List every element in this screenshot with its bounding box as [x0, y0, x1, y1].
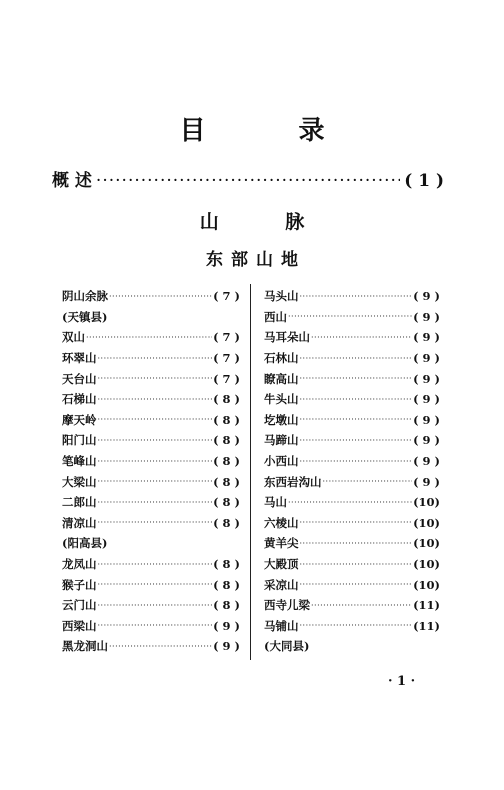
page-number: · 1 ·: [388, 674, 416, 689]
toc-entry-label: 西山: [264, 309, 287, 324]
toc-county-heading: [62, 533, 240, 554]
toc-entry-page: ( 7 ): [213, 371, 240, 386]
toc-entry[interactable]: [62, 574, 240, 595]
toc-entry-page: ( 8 ): [213, 392, 240, 407]
toc-entry[interactable]: [264, 430, 440, 451]
toc-entry-page: ( 9 ): [413, 392, 440, 407]
toc-entry-label: 环翠山: [62, 351, 97, 366]
toc-entry-page: ( 9 ): [413, 454, 440, 469]
toc-entry[interactable]: [264, 327, 440, 348]
toc-entry-label: 瞭高山: [264, 371, 299, 386]
toc-entry[interactable]: [264, 286, 440, 307]
toc-entry-label: 云门山: [62, 598, 97, 613]
toc-entry-page: ( 8 ): [213, 454, 240, 469]
toc-entry-page: (10): [413, 557, 440, 572]
toc-entry[interactable]: [264, 348, 440, 369]
toc-entry-page: ( 8 ): [213, 557, 240, 572]
page-title: 目 录: [179, 116, 367, 146]
toc-entry-label: 双山: [62, 330, 85, 345]
toc-entry-page: ( 9 ): [213, 639, 240, 654]
toc-entry[interactable]: [62, 348, 240, 369]
leader-dots: [96, 171, 400, 191]
toc-entry[interactable]: [264, 389, 440, 410]
leader-dots: [98, 477, 213, 486]
toc-entry[interactable]: [62, 389, 240, 410]
toc-county-heading: [264, 636, 440, 657]
toc-entry-page: ( 9 ): [213, 618, 240, 633]
toc-entry[interactable]: [62, 554, 240, 575]
leader-dots: [300, 560, 413, 569]
toc-entry-page: ( 8 ): [213, 433, 240, 448]
toc-entry[interactable]: [264, 554, 440, 575]
toc-entry-page: ( 9 ): [413, 309, 440, 324]
toc-entry-label: 猴子山: [62, 577, 97, 592]
toc-entry[interactable]: [62, 327, 240, 348]
toc-entry-label: 天台山: [62, 371, 97, 386]
toc-entry-label: (天镇县): [62, 309, 108, 324]
leader-dots: [323, 477, 413, 486]
toc-entry-page: ( 9 ): [413, 371, 440, 386]
leader-dots: [300, 415, 413, 424]
toc-entry[interactable]: [62, 286, 240, 307]
leader-dots: [288, 498, 412, 507]
toc-entry-label: 二郎山: [62, 495, 97, 510]
toc-entry[interactable]: [62, 513, 240, 534]
toc-entry-label: 西梁山: [62, 618, 97, 633]
leader-dots: [300, 292, 413, 301]
leader-dots: [300, 354, 413, 363]
toc-entry-label: 阴山余脉: [62, 289, 108, 304]
toc-county-heading: [62, 307, 240, 328]
column-divider: [250, 284, 251, 660]
section-heading: 山 脉: [199, 211, 335, 233]
toc-entry-page: ( 8 ): [213, 474, 240, 489]
toc-entry-label: 黄羊尖: [264, 536, 299, 551]
toc-right-column: [264, 286, 440, 657]
leader-dots: [311, 601, 412, 610]
leader-dots: [311, 333, 412, 342]
leader-dots: [86, 333, 212, 342]
leader-dots: [98, 580, 213, 589]
toc-entry[interactable]: [62, 430, 240, 451]
toc-entry-page: (11): [413, 598, 440, 613]
leader-dots: [300, 395, 413, 404]
toc-entry[interactable]: [62, 368, 240, 389]
leader-dots: [98, 457, 213, 466]
toc-entry-label: 摩天岭: [62, 412, 97, 427]
toc-entry-page: ( 8 ): [213, 577, 240, 592]
leader-dots: [300, 436, 413, 445]
toc-entry-label: 笔峰山: [62, 454, 97, 469]
toc-entry-overview[interactable]: [52, 166, 444, 191]
toc-entry-label: 黑龙洞山: [62, 639, 108, 654]
toc-entry[interactable]: [62, 471, 240, 492]
toc-entry-page: ( 9 ): [413, 433, 440, 448]
toc-entry-page: ( 8 ): [213, 598, 240, 613]
toc-entry-label: 东西岩沟山: [264, 474, 322, 489]
toc-entry[interactable]: [62, 616, 240, 637]
toc-entry[interactable]: [62, 595, 240, 616]
toc-entry[interactable]: [264, 513, 440, 534]
toc-entry-label: 圪墩山: [264, 412, 299, 427]
leader-dots: [300, 374, 413, 383]
toc-entry[interactable]: [264, 616, 440, 637]
leader-dots: [98, 518, 213, 527]
toc-entry-label: 马山: [264, 495, 287, 510]
toc-entry-page: ( 9 ): [413, 330, 440, 345]
toc-entry[interactable]: [264, 471, 440, 492]
toc-entry-label: 马头山: [264, 289, 299, 304]
leader-dots: [109, 292, 212, 301]
leader-dots: [300, 539, 413, 548]
toc-entry-page: ( 7 ): [213, 351, 240, 366]
toc-entry-label: 马耳朵山: [264, 330, 310, 345]
leader-dots: [300, 580, 413, 589]
toc-entry-page: ( 9 ): [413, 289, 440, 304]
toc-entry-page: ( 8 ): [213, 495, 240, 510]
leader-dots: [98, 601, 213, 610]
toc-entry-label: 龙凤山: [62, 557, 97, 572]
toc-entry-label: 马铺山: [264, 618, 299, 633]
toc-entry-label: 阳门山: [62, 433, 97, 448]
toc-entry-label: 石林山: [264, 351, 299, 366]
toc-entry-label: 小西山: [264, 454, 299, 469]
leader-dots: [98, 354, 213, 363]
toc-entry-page: ( 1 ): [404, 171, 444, 191]
leader-dots: [98, 436, 213, 445]
leader-dots: [288, 312, 412, 321]
subsection-heading: 东部山地: [206, 250, 306, 270]
toc-entry[interactable]: [264, 595, 440, 616]
toc-entry-label: 六棱山: [264, 515, 299, 530]
toc-entry-label: 马蹄山: [264, 433, 299, 448]
toc-entry-page: (11): [413, 618, 440, 633]
toc-entry[interactable]: [264, 533, 440, 554]
toc-entry-label: 石梯山: [62, 392, 97, 407]
toc-entry-page: ( 9 ): [413, 412, 440, 427]
leader-dots: [300, 457, 413, 466]
toc-entry-page: ( 9 ): [413, 351, 440, 366]
leader-dots: [300, 621, 413, 630]
toc-entry[interactable]: [62, 410, 240, 431]
toc-entry-label: 大殿顶: [264, 557, 299, 572]
toc-entry[interactable]: [264, 410, 440, 431]
toc-entry[interactable]: [264, 451, 440, 472]
toc-entry[interactable]: [62, 636, 240, 657]
leader-dots: [98, 395, 213, 404]
toc-entry[interactable]: [264, 307, 440, 328]
toc-entry-label: 采凉山: [264, 577, 299, 592]
toc-entry-page: ( 7 ): [213, 330, 240, 345]
toc-entry-page: (10): [413, 536, 440, 551]
toc-entry[interactable]: [264, 574, 440, 595]
toc-entry-label: 西寺儿梁: [264, 598, 310, 613]
toc-entry-page: (10): [413, 515, 440, 530]
leader-dots: [98, 560, 213, 569]
leader-dots: [109, 642, 212, 651]
toc-entry-page: ( 8 ): [213, 515, 240, 530]
toc-entry-label: (大同县): [264, 639, 310, 654]
toc-entry-label: 大梁山: [62, 474, 97, 489]
leader-dots: [98, 621, 213, 630]
toc-entry-label: 概 述: [52, 171, 92, 191]
toc-entry[interactable]: [62, 451, 240, 472]
toc-entry[interactable]: [264, 368, 440, 389]
leader-dots: [98, 498, 213, 507]
toc-entry-page: (10): [413, 495, 440, 510]
toc-entry-page: ( 9 ): [413, 474, 440, 489]
toc-entry-label: 清凉山: [62, 515, 97, 530]
toc-entry-label: 牛头山: [264, 392, 299, 407]
toc-entry-page: ( 7 ): [213, 289, 240, 304]
leader-dots: [300, 518, 413, 527]
toc-entry[interactable]: [62, 492, 240, 513]
leader-dots: [98, 415, 213, 424]
toc-entry-page: (10): [413, 577, 440, 592]
toc-left-column: [62, 286, 240, 657]
toc-entry[interactable]: [264, 492, 440, 513]
toc-entry-page: ( 8 ): [213, 412, 240, 427]
toc-entry-label: (阳高县): [62, 536, 108, 551]
leader-dots: [98, 374, 213, 383]
